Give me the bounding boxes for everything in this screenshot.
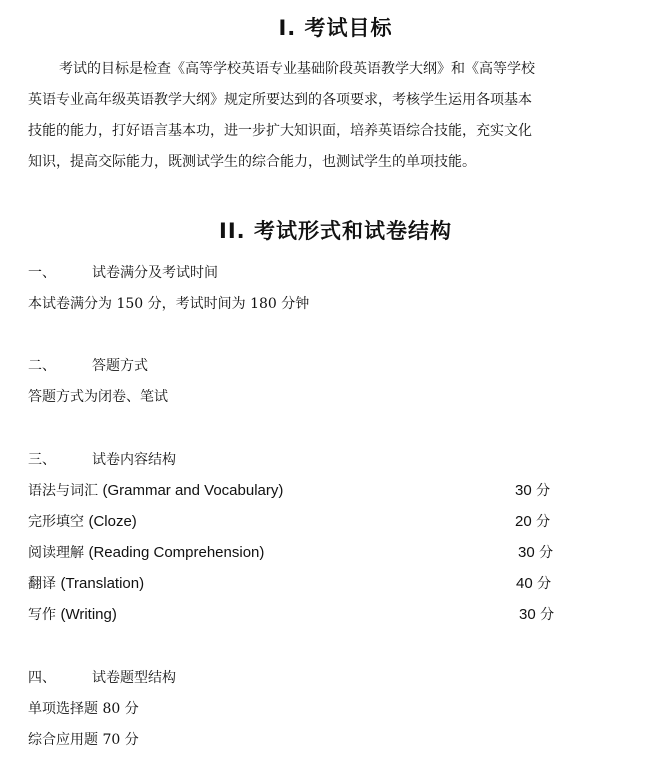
content-item-en: (Cloze) [88, 513, 137, 530]
subsection-2-text: 答题方式为闭卷、笔试 [28, 389, 168, 405]
content-item-score [515, 480, 550, 500]
subsection-4-number: 四、 [28, 670, 56, 686]
question-type-line: 综合应用题 70 分 [28, 732, 139, 748]
content-item-label [28, 542, 264, 562]
score-unit: 分 [536, 483, 551, 499]
subsection-1-heading [28, 262, 218, 282]
paragraph-line-4: 知识，提高交际能力，既测试学生的综合能力，也测试学生的单项技能。 [28, 154, 476, 170]
section-1-title: I. 考试目标 [278, 16, 393, 40]
subsection-3-heading [28, 449, 176, 469]
content-item-cn: 完形填空 [28, 514, 84, 530]
score-value: 30 [515, 482, 532, 499]
subsection-1-text: 本试卷满分为 150 分，考试时间为 180 分钟 [28, 296, 310, 312]
score-value: 40 [516, 575, 533, 592]
content-item-score [518, 542, 553, 562]
score-unit: 分 [537, 576, 552, 592]
content-item-label [28, 573, 144, 593]
subsection-2-number: 二、 [28, 358, 56, 374]
score-value: 30 [519, 606, 536, 623]
content-item-cn: 阅读理解 [28, 545, 84, 561]
subsection-3-title: 试卷内容结构 [92, 452, 176, 468]
subsection-2-title: 答题方式 [92, 358, 148, 374]
score-value: 20 [515, 513, 532, 530]
paragraph-line-2: 英语专业高年级英语教学大纲》规定所要达到的各项要求，考核学生运用各项基本 [28, 92, 532, 108]
content-item-cn: 翻译 [28, 576, 56, 592]
content-item-en: (Writing) [60, 606, 117, 623]
content-item-cn: 语法与词汇 [28, 483, 98, 499]
section-2-title: II. 考试形式和试卷结构 [219, 219, 452, 243]
content-item-cn: 写作 [28, 607, 56, 623]
question-type-line: 单项选择题 80 分 [28, 701, 139, 717]
content-item-en: (Translation) [60, 575, 145, 592]
subsection-4-title: 试卷题型结构 [92, 670, 176, 686]
content-item-label [28, 511, 137, 531]
subsection-1-title: 试卷满分及考试时间 [92, 265, 218, 281]
content-item-row [28, 480, 568, 500]
content-item-score [519, 604, 554, 624]
paragraph-line-1: 考试的目标是检查《高等学校英语专业基础阶段英语教学大纲》和《高等学校 [59, 61, 535, 77]
score-value: 30 [518, 544, 535, 561]
subsection-4-heading [28, 667, 176, 687]
content-item-row [28, 511, 568, 531]
paragraph-line-3: 技能的能力，打好语言基本功，进一步扩大知识面，培养英语综合技能，充实文化 [28, 123, 532, 139]
content-item-row [28, 542, 568, 562]
content-item-row [28, 573, 568, 593]
content-item-label [28, 480, 283, 500]
content-item-score [516, 573, 551, 593]
content-item-label [28, 604, 117, 624]
content-item-en: (Reading Comprehension) [88, 544, 265, 561]
content-item-row [28, 604, 568, 624]
content-item-score [515, 511, 550, 531]
section-1-paragraph [28, 54, 620, 178]
subsection-2-heading [28, 355, 148, 375]
score-unit: 分 [540, 607, 555, 623]
score-unit: 分 [539, 545, 554, 561]
score-unit: 分 [536, 514, 551, 530]
subsection-1-number: 一、 [28, 265, 56, 281]
content-item-en: (Grammar and Vocabulary) [102, 482, 284, 499]
subsection-3-number: 三、 [28, 452, 56, 468]
